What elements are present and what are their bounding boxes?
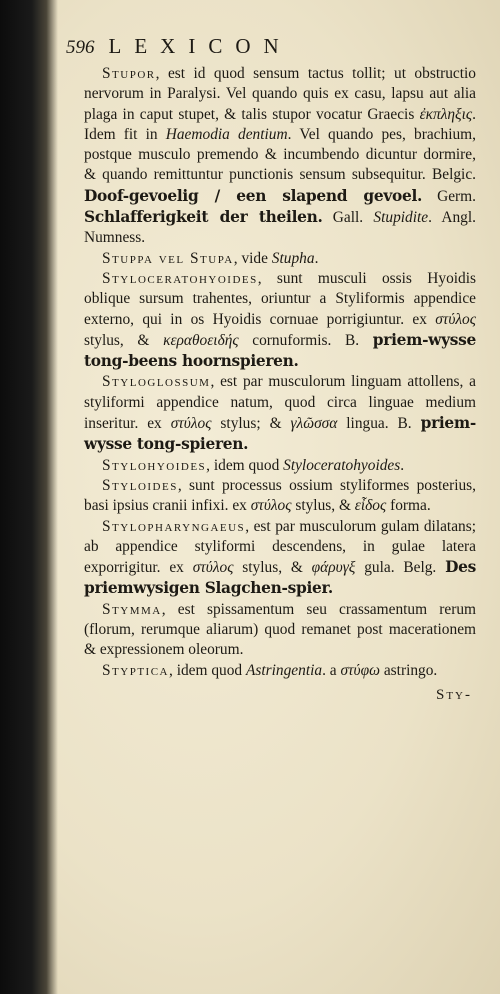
italic-term: Astringentia [245,661,323,679]
entry-text: stylus, & [291,497,355,515]
dictionary-entry [84,661,476,681]
greek-term: εἶδος [354,497,387,515]
entry-text: , sunt musculi ossis Hyoidis oblique sursum trahentes, oriuntur a Styliformis appendice externo, qui in os Hyoidis cornuae porrigiuntur. ex [84,269,476,328]
greek-term: στύλος [192,559,234,577]
entry-headword: Stuppa vel Stupa [102,249,234,267]
entry-text: lingua. B. [337,415,421,433]
dictionary-entry [84,372,476,455]
blackletter-term: Des priemwysigen Slagchen-spier. [84,558,476,598]
italic-term: Haemodia dentium [165,125,288,143]
greek-term: στύλος [435,310,476,328]
entry-text: stylus; & [211,415,291,433]
entry-text: , vide [233,249,272,267]
italic-term: Styloceratohyoides [283,456,401,474]
entry-text: cornuformis. B. [238,331,373,349]
italic-term: Stupidite [373,209,429,227]
page-number: 596 [66,37,95,58]
entry-text: , est par musculorum linguam attollens, a styliformi appendice natum, quod circa linguae medium inseritur. ex [84,373,476,433]
book-gutter-shadow [0,0,58,994]
greek-term: κεραθοειδής [163,331,239,349]
entry-headword: Styptica [102,661,170,679]
greek-term: γλῶσσα [290,415,338,433]
entry-text: . [314,249,319,267]
dictionary-entry [84,517,476,600]
entry-headword: Styloides [102,476,178,494]
entry-headword: Stylohyoides [102,456,207,474]
entry-text: Gall. [322,209,374,227]
dictionary-entry [84,600,476,661]
page-header [66,34,476,64]
entry-text: , idem quod [169,661,246,679]
dictionary-entry [84,476,476,517]
entry-text: Germ. [422,187,476,205]
running-head: LEXICON [108,34,292,58]
greek-term: στύλος [170,415,212,433]
greek-term: φάρυγξ [311,559,356,577]
entry-text: . [400,456,405,474]
entry-text: , est id quod sensum tactus tollit; ut obstructio nervorum in Paralysi. Vel quando quis ex casu, lapsu aut alia plaga in caput stupet, & talis stupor vocatur Graecis [84,65,476,123]
entry-text: astringo. [380,661,438,679]
entry-headword: Stymma [102,600,162,618]
entry-text: , sunt processus ossium styliformes posterius, basi ipsius cranii infixi. ex [84,476,476,515]
entry-text: stylus, & [233,559,312,577]
dictionary-entry [84,269,476,372]
greek-term: στύφω [340,661,380,679]
entry-text: . a [322,661,341,679]
entry-text: . Angl. Numness. [84,209,476,247]
dictionary-entry [84,456,476,476]
entry-text: , est spissamentum seu crassamentum rerum (florum, rerumque aliarum) quod remanet post macerationem & expressionem oleorum. [84,600,476,659]
dictionary-entry [84,64,476,249]
entry-text: gula. Belg. [355,559,446,577]
catchword: Sty- [435,686,472,703]
italic-term: Stupha [271,249,315,267]
blackletter-term: Doof-gevoelig / een slapend gevoel. [84,186,423,205]
entry-text: . Vel quando pes, brachium, postque musculo premendo & incumbendo dicuntur dormire, & quando remittuntur punctionis sensum subsequitur. Belgic. [84,125,476,184]
entry-headword: Styloceratohyoides [102,269,258,287]
entry-headword: Styloglossum [102,373,211,391]
entry-text: , idem quod [206,456,284,474]
entry-headword: Stylopharyngaeus [102,517,246,535]
blackletter-term: priem-wysse tong-spieren. [84,414,476,454]
blackletter-term: Schlafferigkeit der theilen. [84,208,323,227]
greek-term: ἐκπληξις [419,105,473,123]
dictionary-entries [84,64,476,681]
dictionary-entry [84,249,476,269]
entry-headword: Stupor [102,65,156,82]
greek-term: στύλος [250,497,292,515]
entry-text: stylus, & [84,331,164,349]
entry-text: forma. [386,497,431,515]
entry-text: , est par musculorum gulam dilatans; ab appendice styliformi descendens, in gulae latera exporrigitur. ex [84,517,476,577]
blackletter-term: priem-wysse tong-beens hoornspieren. [84,330,476,371]
entry-text: . Idem fit in [84,105,476,143]
